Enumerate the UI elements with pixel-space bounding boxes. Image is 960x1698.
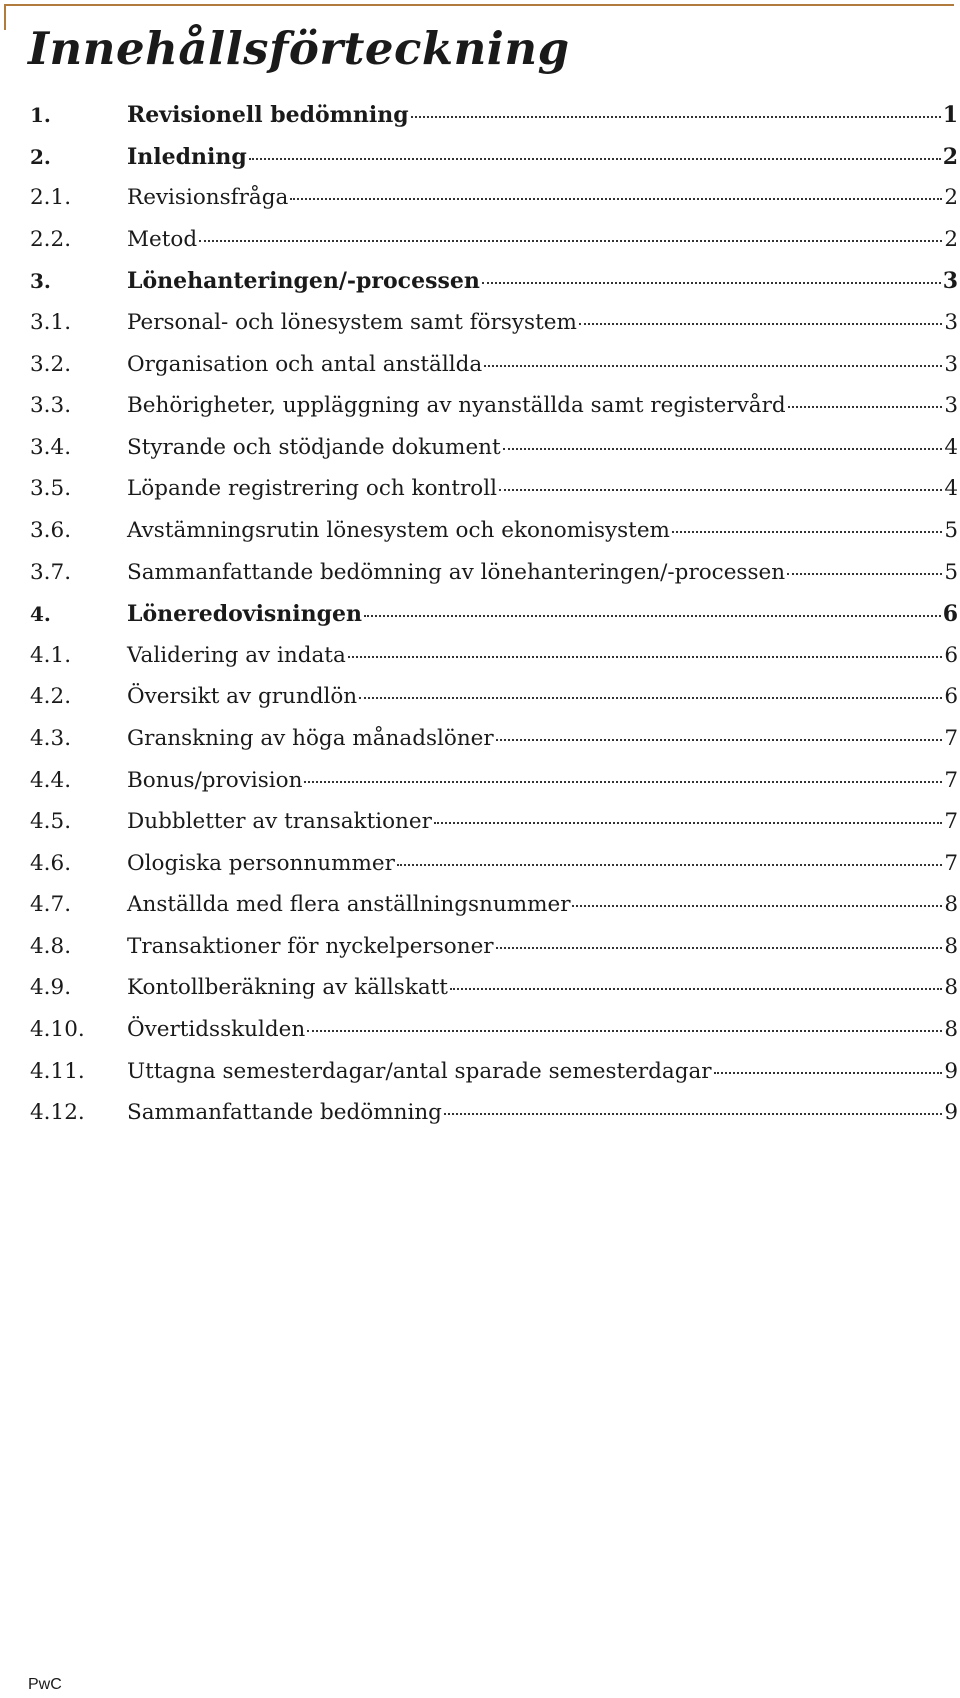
toc-entry-page-number: 6 bbox=[944, 642, 958, 668]
toc-dot-leader bbox=[434, 822, 942, 824]
page-title: Innehållsförteckning bbox=[28, 22, 570, 75]
toc-entry-page-number: 8 bbox=[944, 1017, 958, 1043]
toc-entry-label[interactable]: Övertidsskulden bbox=[127, 1017, 306, 1043]
toc-entry-label[interactable]: Inledning bbox=[127, 143, 247, 170]
toc-dot-leader bbox=[572, 905, 942, 907]
toc-dot-leader bbox=[397, 864, 942, 866]
toc-dot-leader bbox=[304, 781, 942, 783]
toc-entry-label[interactable]: Lönehanteringen/-processen bbox=[127, 268, 480, 295]
toc-entry[interactable] bbox=[30, 934, 958, 976]
toc-entry[interactable] bbox=[30, 476, 958, 518]
toc-entry-page-number: 7 bbox=[944, 809, 958, 835]
toc-dot-leader bbox=[364, 615, 941, 617]
toc-entry[interactable] bbox=[30, 393, 958, 435]
toc-entry-page-number: 3 bbox=[944, 393, 958, 419]
toc-entry[interactable] bbox=[30, 518, 958, 560]
toc-entry-number: 3.6. bbox=[30, 517, 72, 543]
toc-entry-page-number: 4 bbox=[944, 434, 958, 460]
toc-entry-label[interactable]: Styrande och stödjande dokument bbox=[127, 434, 501, 460]
toc-entry-label[interactable]: Granskning av höga månadslöner bbox=[127, 725, 494, 751]
toc-entry[interactable] bbox=[30, 310, 958, 352]
toc-entry-label[interactable]: Anställda med flera anställningsnummer bbox=[127, 892, 571, 918]
toc-entry[interactable] bbox=[30, 809, 958, 851]
toc-dot-leader bbox=[496, 739, 942, 741]
toc-entry-number: 3.4. bbox=[30, 434, 72, 460]
toc-dot-leader bbox=[307, 1030, 942, 1032]
toc-entry-label[interactable]: Organisation och antal anställda bbox=[127, 351, 483, 377]
toc-entry-number: 4.5. bbox=[30, 809, 72, 835]
toc-entry[interactable] bbox=[30, 227, 958, 269]
toc-dot-leader bbox=[411, 116, 941, 118]
toc-dot-leader bbox=[787, 573, 942, 575]
toc-dot-leader bbox=[348, 656, 942, 658]
toc-entry-page-number: 1 bbox=[942, 102, 958, 128]
header-rule bbox=[4, 4, 954, 6]
toc-entry-number: 4.2. bbox=[30, 684, 72, 710]
toc-entry-page-number: 2 bbox=[942, 143, 958, 170]
toc-entry-label[interactable]: Ologiska personnummer bbox=[127, 850, 395, 876]
toc-entry[interactable] bbox=[30, 1017, 958, 1059]
toc-entry[interactable] bbox=[30, 851, 958, 893]
toc-entry-label[interactable]: Validering av indata bbox=[127, 642, 346, 668]
toc-entry-number: 4.1. bbox=[30, 642, 72, 668]
toc-entry-number: 4.6. bbox=[30, 850, 72, 876]
toc-dot-leader bbox=[249, 158, 941, 160]
toc-entry[interactable] bbox=[30, 102, 958, 144]
toc-dot-leader bbox=[199, 240, 942, 242]
toc-entry-number: 2. bbox=[30, 144, 51, 169]
toc-entry-page-number: 8 bbox=[944, 933, 958, 959]
toc-entry-number: 4.3. bbox=[30, 725, 72, 751]
toc-entry-label[interactable]: Löneredovisningen bbox=[127, 601, 363, 628]
toc-entry-page-number: 3 bbox=[942, 268, 958, 295]
toc-entry-label[interactable]: Revisionsfråga bbox=[127, 185, 289, 211]
toc-entry[interactable] bbox=[30, 560, 958, 602]
toc-entry-page-number: 7 bbox=[944, 850, 958, 876]
toc-entry[interactable] bbox=[30, 975, 958, 1017]
toc-entry-page-number: 2 bbox=[944, 185, 958, 211]
toc-entry-number: 4.9. bbox=[30, 975, 72, 1001]
toc-entry-number: 4.7. bbox=[30, 892, 72, 918]
toc-entry-number: 4. bbox=[30, 602, 51, 627]
toc-dot-leader bbox=[496, 947, 942, 949]
toc-dot-leader bbox=[450, 988, 942, 990]
toc-entry-number: 3.5. bbox=[30, 476, 72, 502]
toc-dot-leader bbox=[714, 1072, 942, 1074]
toc-entry-page-number: 9 bbox=[944, 1058, 958, 1084]
toc-entry-page-number: 7 bbox=[944, 725, 958, 751]
toc-entry-page-number: 8 bbox=[944, 975, 958, 1001]
header-rule-corner bbox=[4, 4, 6, 30]
toc-entry-number: 4.11. bbox=[30, 1058, 85, 1084]
toc-entry-number: 3.7. bbox=[30, 559, 72, 585]
toc-entry-label[interactable]: Transaktioner för nyckelpersoner bbox=[127, 933, 494, 959]
toc-entry-page-number: 3 bbox=[944, 309, 958, 335]
toc-entry[interactable] bbox=[30, 352, 958, 394]
toc-entry-number: 4.12. bbox=[30, 1100, 85, 1126]
table-of-contents bbox=[30, 102, 958, 1142]
toc-entry-page-number: 5 bbox=[944, 559, 958, 585]
toc-entry[interactable] bbox=[30, 268, 958, 310]
toc-entry[interactable] bbox=[30, 726, 958, 768]
toc-entry-label[interactable]: Översikt av grundlön bbox=[127, 684, 358, 710]
toc-entry[interactable] bbox=[30, 684, 958, 726]
toc-entry-label[interactable]: Löpande registrering och kontroll bbox=[127, 476, 497, 502]
toc-dot-leader bbox=[788, 406, 942, 408]
toc-entry-page-number: 9 bbox=[944, 1100, 958, 1126]
toc-entry[interactable] bbox=[30, 768, 958, 810]
toc-entry-label[interactable]: Bonus/provision bbox=[127, 767, 303, 793]
toc-dot-leader bbox=[359, 697, 942, 699]
toc-dot-leader bbox=[444, 1113, 942, 1115]
toc-dot-leader bbox=[290, 198, 942, 200]
toc-entry-number: 2.1. bbox=[30, 185, 72, 211]
toc-entry-page-number: 6 bbox=[942, 601, 958, 628]
toc-entry-page-number: 7 bbox=[944, 767, 958, 793]
footer-brand: PwC bbox=[28, 1676, 62, 1693]
toc-entry-number: 3.1. bbox=[30, 309, 72, 335]
toc-entry[interactable] bbox=[30, 185, 958, 227]
toc-entry-label[interactable]: Kontollberäkning av källskatt bbox=[127, 975, 448, 1001]
toc-entry[interactable] bbox=[30, 1100, 958, 1142]
toc-entry-page-number: 4 bbox=[944, 476, 958, 502]
toc-entry-label[interactable]: Avstämningsrutin lönesystem och ekonomisystem bbox=[127, 517, 670, 543]
toc-entry-number: 3. bbox=[30, 269, 51, 294]
toc-entry[interactable] bbox=[30, 144, 958, 186]
toc-entry-number: 4.4. bbox=[30, 767, 72, 793]
toc-entry-page-number: 6 bbox=[944, 684, 958, 710]
toc-dot-leader bbox=[503, 448, 942, 450]
toc-entry-page-number: 5 bbox=[944, 517, 958, 543]
toc-dot-leader bbox=[484, 365, 942, 367]
toc-entry-label[interactable]: Behörigheter, uppläggning av nyanställda samt registervård bbox=[127, 393, 786, 419]
toc-entry-number: 2.2. bbox=[30, 226, 72, 252]
toc-entry-number: 3.3. bbox=[30, 393, 72, 419]
toc-entry-number: 3.2. bbox=[30, 351, 72, 377]
toc-dot-leader bbox=[579, 323, 942, 325]
toc-entry-number: 1. bbox=[30, 103, 51, 127]
toc-entry-page-number: 3 bbox=[944, 351, 958, 377]
toc-entry-number: 4.10. bbox=[30, 1017, 85, 1043]
toc-entry-label[interactable]: Uttagna semesterdagar/antal sparade semesterdagar bbox=[127, 1058, 712, 1084]
toc-entry[interactable] bbox=[30, 892, 958, 934]
toc-entry[interactable] bbox=[30, 601, 958, 643]
toc-entry-number: 4.8. bbox=[30, 933, 72, 959]
toc-entry-page-number: 8 bbox=[944, 892, 958, 918]
toc-entry-label[interactable]: Sammanfattande bedömning bbox=[127, 1100, 442, 1126]
toc-entry-label[interactable]: Metod bbox=[127, 226, 198, 252]
toc-entry-label[interactable]: Personal- och lönesystem samt försystem bbox=[127, 309, 577, 335]
toc-entry[interactable] bbox=[30, 435, 958, 477]
toc-entry-label[interactable]: Sammanfattande bedömning av lönehanteringen/-processen bbox=[127, 559, 786, 585]
toc-entry-label[interactable]: Dubbletter av transaktioner bbox=[127, 809, 432, 835]
toc-entry-label[interactable]: Revisionell bedömning bbox=[127, 102, 409, 128]
toc-entry[interactable] bbox=[30, 1059, 958, 1101]
toc-entry-page-number: 2 bbox=[944, 226, 958, 252]
toc-dot-leader bbox=[482, 282, 941, 284]
toc-entry[interactable] bbox=[30, 643, 958, 685]
toc-dot-leader bbox=[499, 489, 942, 491]
toc-dot-leader bbox=[672, 531, 942, 533]
